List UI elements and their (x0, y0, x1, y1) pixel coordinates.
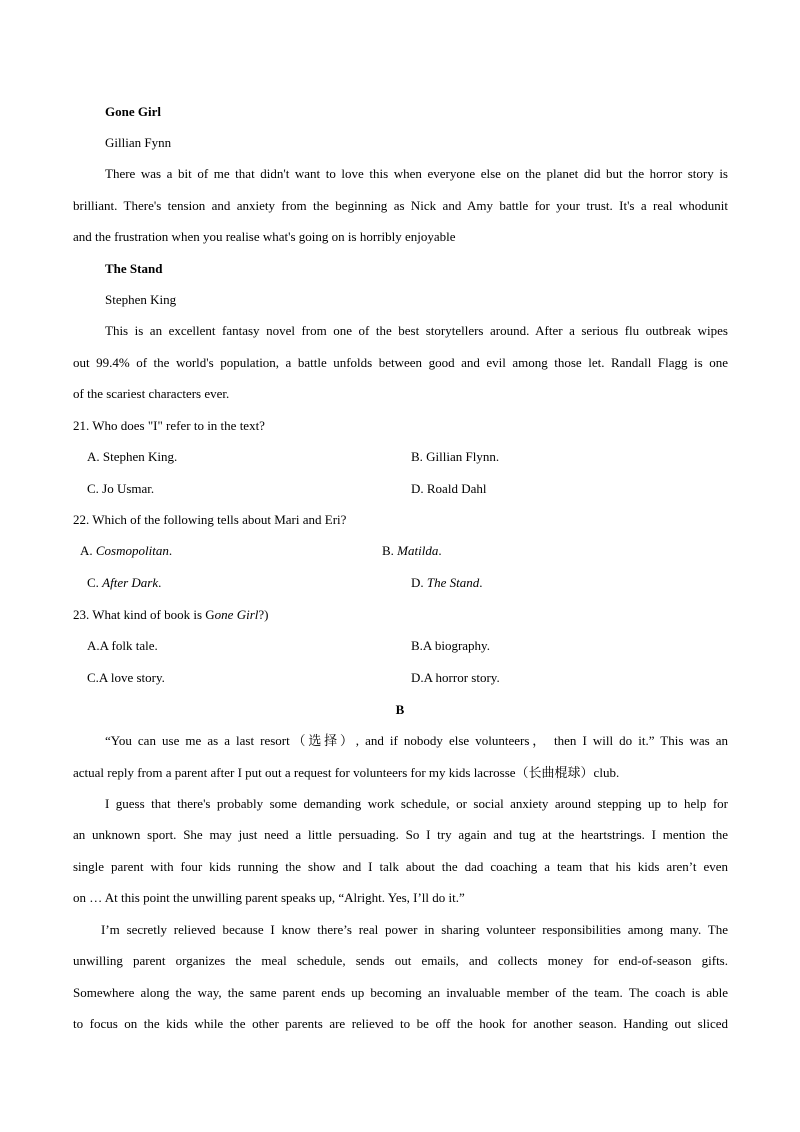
paragraph-line: single parent with four kids running the show and I talk about the dad coaching a team that his kids aren’t even (73, 859, 728, 874)
stem-text: 23. What kind of book is G (73, 607, 215, 622)
q22-option-c (87, 575, 161, 591)
paragraph-line: on … At this point the unwilling parent speaks up, “Alright. Yes, I’ll do it.” (73, 890, 465, 905)
book-title-the-stand: The Stand (105, 261, 163, 276)
review-line: There was a bit of me that didn't want to love this when everyone else on the planet did but the horror story is (105, 166, 728, 181)
review-line: brilliant. There's tension and anxiety from the beginning as Nick and Amy battle for your trust. It's a real whodunit (73, 198, 728, 213)
book-title-italic: The Stand (426, 575, 480, 590)
paragraph-line: actual reply from a parent after I put out a request for volunteers for my kids lacrosse（长曲棍球）club. (73, 765, 620, 780)
paragraph-line: “You can use me as a last resort（选择）, and if nobody else volunteers， then I will do it.” This was an (105, 733, 728, 748)
paragraph-line: an unknown sport. She may just need a little persuading. So I try again and tug at the heartstrings. I mention the (73, 827, 728, 842)
section-b-heading: B (395, 702, 405, 717)
q21-option-a: A. Stephen King. (87, 449, 178, 464)
book-author-gone-girl: Gillian Fynn (105, 135, 172, 150)
q22-option-b (382, 543, 442, 559)
option-punct: . (438, 543, 442, 558)
book-title-italic: Matilda (397, 543, 439, 558)
q21-option-b: B. Gillian Flynn. (411, 449, 500, 464)
stem-text: ?) (258, 607, 269, 622)
option-letter: D. (411, 575, 427, 590)
option-letter: B. (382, 543, 398, 558)
option-letter: A. (80, 543, 96, 558)
q22-option-d (411, 575, 483, 591)
paragraph-line: I guess that there's probably some demanding work schedule, or social anxiety around stepping up to help for (105, 796, 728, 811)
paragraph-line: to focus on the kids while the other parents are relieved to be off the hook for another season. Handing out sliced (73, 1016, 728, 1031)
option-punct: . (158, 575, 162, 590)
book-title-italic: Cosmopolitan (95, 543, 169, 558)
q23-option-a: A.A folk tale. (87, 638, 158, 653)
option-punct: . (479, 575, 483, 590)
q21-option-c: C. Jo Usmar. (87, 481, 155, 496)
review-line: and the frustration when you realise what's going on is horribly enjoyable (73, 229, 456, 244)
book-title-italic: After Dark (102, 575, 159, 590)
paragraph-line: unwilling parent organizes the meal schedule, sends out emails, and collects money for end-of-season gifts. (73, 953, 728, 968)
book-title-gone-girl: Gone Girl (105, 104, 161, 119)
question-23-stem (73, 607, 268, 623)
q22-option-a (80, 543, 172, 559)
q23-option-b: B.A biography. (411, 638, 490, 653)
review-line: This is an excellent fantasy novel from one of the best storytellers around. After a serious flu outbreak wipes (105, 323, 728, 338)
review-line: out 99.4% of the world's population, a battle unfolds between good and evil among those let. Randall Flagg is one (73, 355, 728, 370)
question-22-stem: 22. Which of the following tells about Mari and Eri? (73, 512, 347, 527)
option-punct: . (168, 543, 173, 558)
q21-option-d: D. Roald Dahl (411, 481, 487, 496)
review-line: of the scariest characters ever. (73, 386, 230, 401)
paragraph-line: I’m secretly relieved because I know there’s real power in sharing volunteer responsibilities among many. The (101, 922, 728, 937)
option-letter: C. (87, 575, 103, 590)
book-author-the-stand: Stephen King (105, 292, 177, 307)
book-title-italic: one Girl (214, 607, 259, 622)
paragraph-line: Somewhere along the way, the same parent ends up becoming an invaluable member of the team. The coach is able (73, 985, 728, 1000)
q23-option-c: C.A love story. (87, 670, 165, 685)
question-21-stem: 21. Who does "I" refer to in the text? (73, 418, 265, 433)
q23-option-d: D.A horror story. (411, 670, 500, 685)
